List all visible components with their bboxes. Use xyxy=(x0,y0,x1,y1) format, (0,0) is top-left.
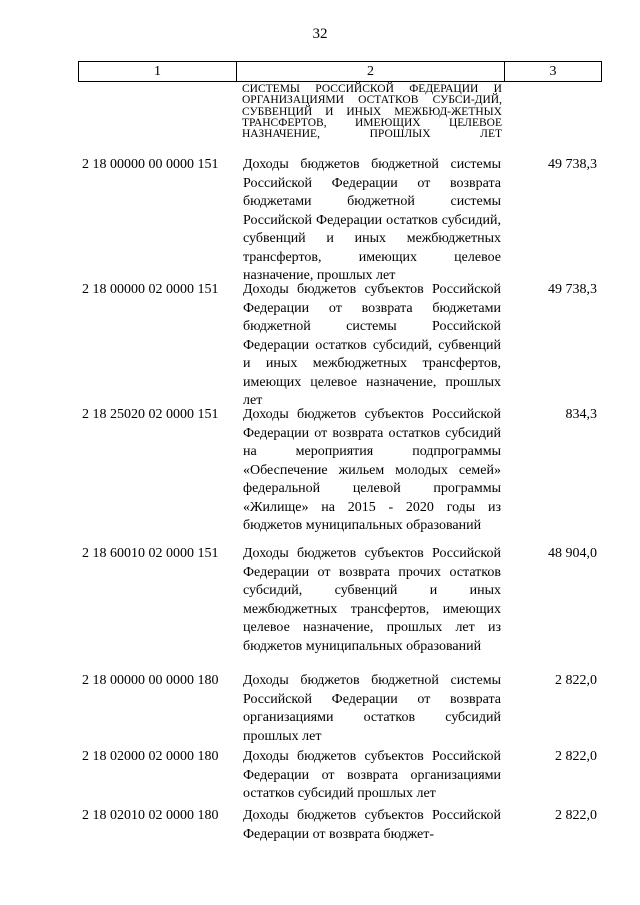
row-description: Доходы бюджетов субъектов Российской Федерации от возврата прочих остатков субсидий, субвенций и иных межбюджетных трансфертов, имеющих целевое назначение, прошлых лет из бюджетов муниципальных образований xyxy=(243,546,501,654)
continuation-text: СИСТЕМЫ РОССИЙСКОЙ ФЕДЕРАЦИИ И ОРГАНИЗАЦИЯМИ ОСТАТКОВ СУБСИ-ДИЙ, СУБВЕНЦИЙ И ИНЫХ МЕЖБЮД-ЖЕТНЫХ ТРАНСФЕРТОВ, ИМЕЮЩИХ ЦЕЛЕВОЕ НАЗНАЧЕНИЕ, ПРОШЛЫХ ЛЕТ xyxy=(242,83,502,141)
header-col-3: 3 xyxy=(505,62,602,82)
header-col-2: 2 xyxy=(237,62,505,82)
page-number: 32 xyxy=(312,26,328,42)
row-description: Доходы бюджетов субъектов Российской Федерации от возврата бюджетами бюджетной системы Российской Федерации остатков субсидий, субвенций и иных межбюджетных трансфертов, имеющих целевое назначение, прошлых лет xyxy=(243,282,501,408)
row-amount: 834,3 xyxy=(565,407,597,422)
row-description: Доходы бюджетов субъектов Российской Федерации от возврата остатков субсидий на мероприятия подпрограммы «Обеспечение жильем молодых семей» федеральной целевой программы «Жилище» на 2015 - 2020 годы из бюджетов муниципальных образований xyxy=(243,407,501,533)
row-amount: 2 822,0 xyxy=(555,673,597,688)
row-amount: 2 822,0 xyxy=(555,808,597,823)
row-code: 2 18 00000 00 0000 151 xyxy=(82,157,219,172)
row-amount: 2 822,0 xyxy=(555,749,597,764)
row-code: 2 18 00000 02 0000 151 xyxy=(82,282,219,297)
row-amount: 49 738,3 xyxy=(548,282,597,297)
row-description: Доходы бюджетов субъектов Российской Федерации от возврата бюджет- xyxy=(243,808,501,842)
row-code: 2 18 25020 02 0000 151 xyxy=(82,407,219,422)
row-description: Доходы бюджетов бюджетной системы Российской Федерации от возврата организациями остатков субсидий прошлых лет xyxy=(243,673,501,744)
header-col-1: 1 xyxy=(79,62,237,82)
table-header xyxy=(78,61,602,82)
row-description: Доходы бюджетов бюджетной системы Российской Федерации от возврата бюджетами бюджетной системы Российской Федерации остатков субсидий, субвенций и иных межбюджетных трансфертов, имеющих целевое назначение, прошлых лет xyxy=(243,157,501,283)
row-code: 2 18 00000 00 0000 180 xyxy=(82,673,219,688)
row-amount: 49 738,3 xyxy=(548,157,597,172)
row-amount: 48 904,0 xyxy=(548,546,597,561)
row-code: 2 18 60010 02 0000 151 xyxy=(82,546,219,561)
row-description: Доходы бюджетов субъектов Российской Федерации от возврата организациями остатков субсидий прошлых лет xyxy=(243,749,501,801)
row-code: 2 18 02010 02 0000 180 xyxy=(82,808,219,823)
row-code: 2 18 02000 02 0000 180 xyxy=(82,749,219,764)
